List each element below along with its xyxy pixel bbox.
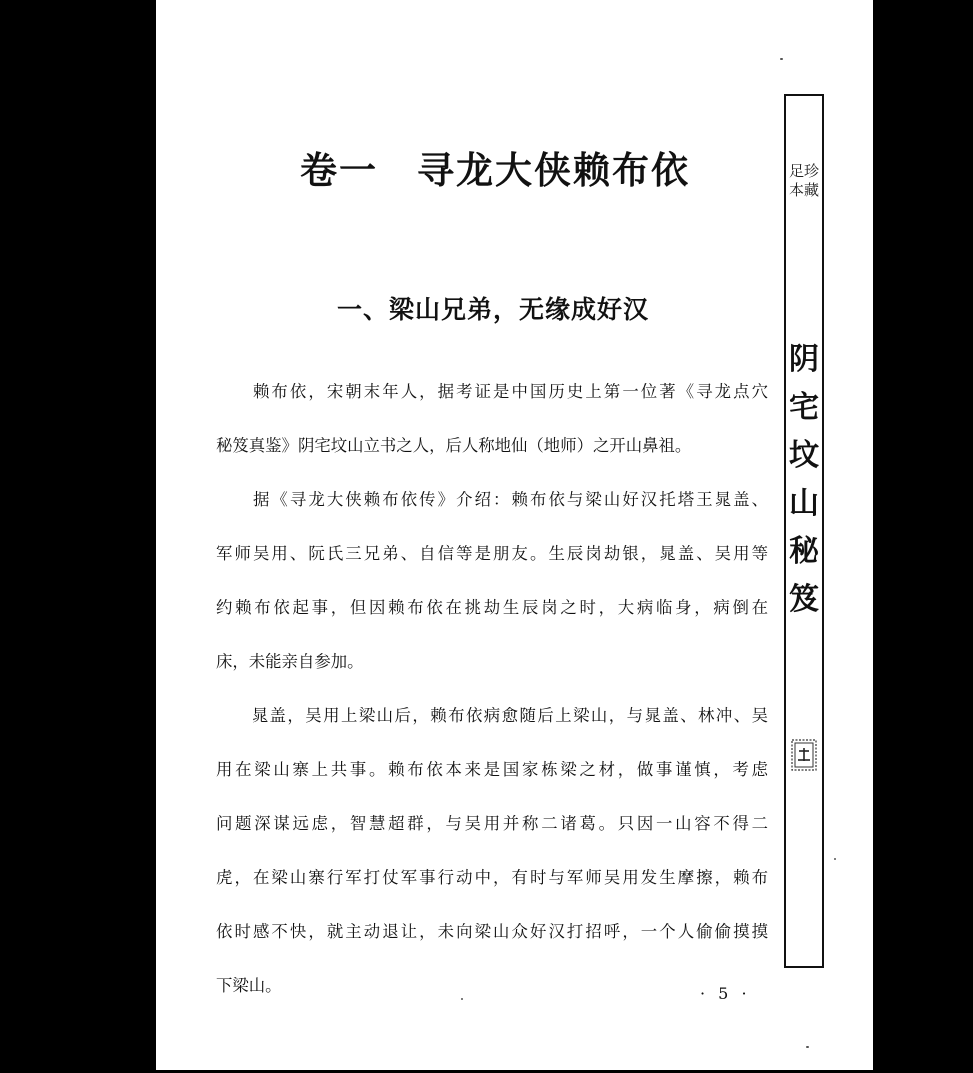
text-line: 用在梁山寨上共事。赖布依本来是国家栋梁之材，做事谨慎，考虑 bbox=[216, 760, 768, 779]
paragraph bbox=[216, 480, 768, 696]
page-number: · 5 · bbox=[700, 984, 751, 1003]
vertical-book-title bbox=[786, 336, 822, 624]
ornament-badge-icon bbox=[790, 738, 818, 772]
chapter-title: 卷一 寻龙大侠赖布依 bbox=[300, 149, 690, 192]
seal-text bbox=[786, 162, 822, 200]
text-line: 秘笈真鉴》阴宅坟山立书之人，后人称地仙（地师）之开山鼻祖。 bbox=[216, 436, 692, 455]
text-line: 约赖布依起事，但因赖布依在挑劫生辰岗之时，大病临身，病倒在 bbox=[216, 598, 768, 617]
text-line: 下梁山。 bbox=[216, 976, 282, 995]
section-title: 一、梁山兄弟，无缘成好汉 bbox=[337, 295, 650, 324]
text-line: 问题深谋远虑，智慧超群，与吴用并称二诸葛。只因一山容不得二 bbox=[216, 814, 768, 833]
title-char: 坟 bbox=[789, 438, 819, 473]
title-char: 笈 bbox=[789, 582, 819, 617]
scan-speck bbox=[806, 1046, 809, 1048]
scan-speck bbox=[834, 858, 836, 860]
text-line: 依时感不快，就主动退让，未向梁山众好汉打招呼，一个人偷偷摸摸 bbox=[216, 922, 768, 941]
title-char: 宅 bbox=[789, 390, 819, 425]
seal-line: 足珍 bbox=[788, 162, 819, 180]
title-char: 秘 bbox=[789, 534, 819, 569]
text-line: 晁盖，吴用上梁山后，赖布依病愈随后上梁山，与晁盖、林冲、吴 bbox=[216, 706, 768, 725]
title-char: 山 bbox=[789, 486, 819, 521]
side-title-panel bbox=[784, 94, 824, 968]
seal-line: 本藏 bbox=[788, 181, 819, 199]
paragraph bbox=[216, 696, 768, 1020]
text-line: 据《寻龙大侠赖布依传》介绍：赖布依与梁山好汉托塔王晁盖、 bbox=[216, 490, 768, 509]
text-line: 军师吴用、阮氏三兄弟、自信等是朋友。生辰岗劫银，晁盖、吴用等 bbox=[216, 544, 768, 563]
text-line: 赖布依，宋朝末年人，据考证是中国历史上第一位著《寻龙点穴 bbox=[216, 382, 768, 401]
text-line: 床，未能亲自参加。 bbox=[216, 652, 364, 671]
text-line: 虎，在梁山寨行军打仗军事行动中，有时与军师吴用发生摩擦，赖布 bbox=[216, 868, 768, 887]
body-text bbox=[216, 372, 768, 1020]
scan-speck bbox=[780, 58, 783, 60]
paragraph bbox=[216, 372, 768, 480]
title-char: 阴 bbox=[789, 342, 819, 377]
scan-speck bbox=[461, 998, 463, 1000]
